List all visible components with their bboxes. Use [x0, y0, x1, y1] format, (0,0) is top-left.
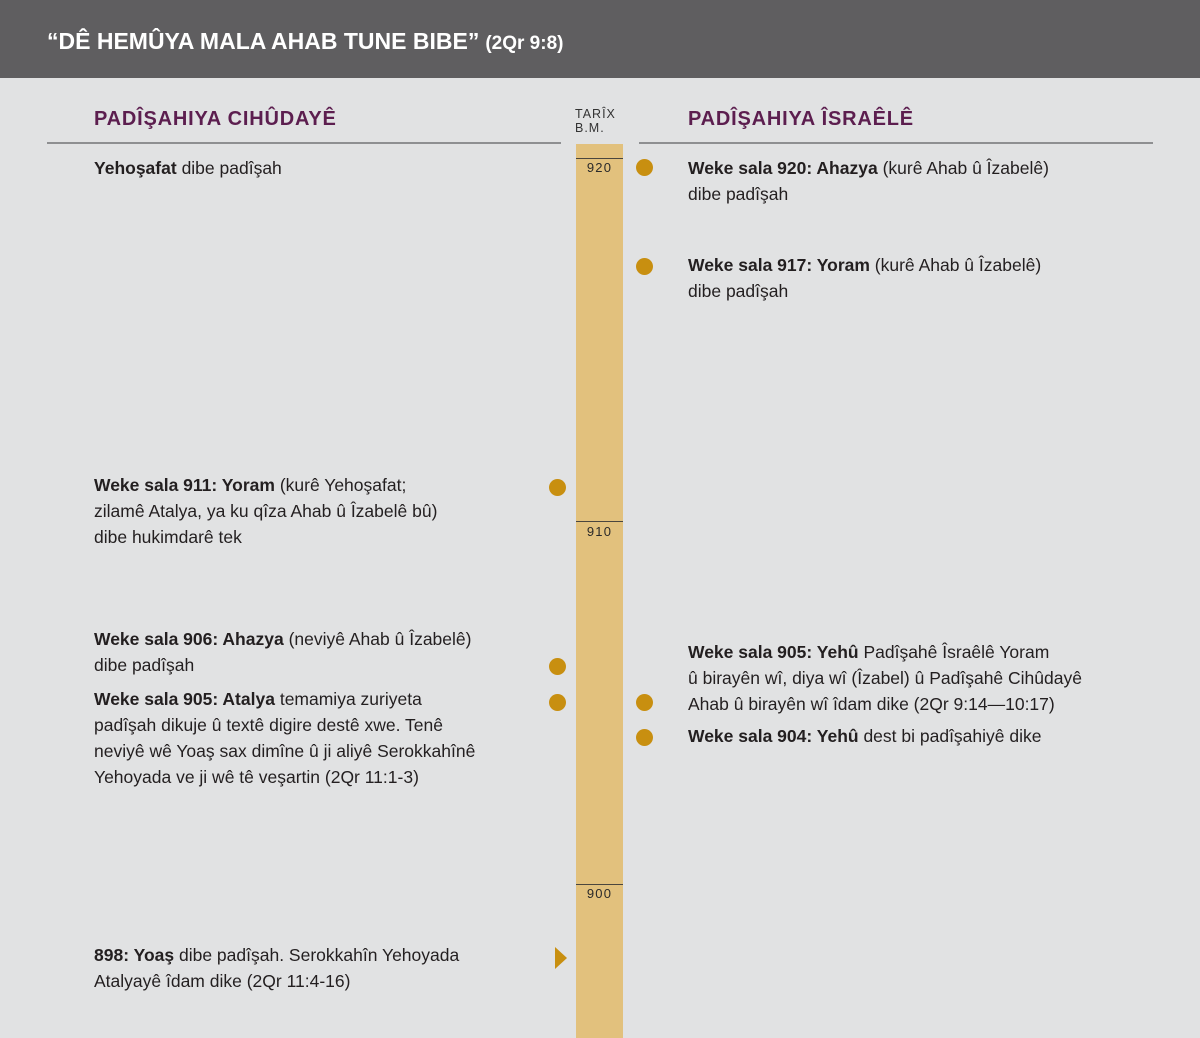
entry-lead: Weke sala 905: Atalya — [94, 689, 275, 709]
judah-marker-dot-911 — [549, 479, 566, 496]
entry-line: dibe hukimdarê tek — [94, 527, 242, 547]
entry-line: dibe padîşah — [688, 184, 789, 204]
entry-lead: Weke sala 920: Ahazya — [688, 158, 878, 178]
entry-lead: Weke sala 904: Yehû — [688, 726, 859, 746]
entry-line — [94, 942, 459, 968]
judah-kingdom-heading: PADÎŞAHIYA CIHÛDAYÊ — [94, 108, 337, 130]
entry-lead: Weke sala 911: Yoram — [94, 475, 275, 495]
entry-text: (kurê Yehoşafat; — [279, 475, 407, 495]
israel-marker-dot-920 — [636, 159, 653, 176]
entry-line — [688, 639, 1082, 665]
entry-line — [94, 626, 471, 652]
entry-text: (kurê Ahab û Îzabelê) — [874, 255, 1042, 275]
entry-text: Padîşahê Îsraêlê Yoram — [863, 642, 1050, 662]
entry-line — [94, 472, 437, 498]
timeline-entry — [94, 155, 282, 181]
scripture-reference: (2Qr 9:8) — [485, 33, 564, 54]
entry-line: dibe padîşah — [94, 655, 195, 675]
entry-text: dest bi padîşahiyê dike — [863, 726, 1042, 746]
entry-line — [688, 155, 1049, 181]
entry-text: (kurê Ahab û Îzabelê) — [882, 158, 1049, 178]
timeline-entry — [688, 252, 1041, 304]
entry-line — [688, 723, 1042, 749]
entry-lead: Yehoşafat — [94, 158, 177, 178]
timeline-entry — [94, 626, 471, 678]
timeline-entry — [688, 155, 1049, 207]
entry-line: neviyê wê Yoaş sax dimîne û ji aliyê Serokkahînê — [94, 741, 476, 761]
entry-lead: 898: Yoaş — [94, 945, 175, 965]
entry-line: û birayên wî, diya wî (Îzabel) û Padîşahê Cihûdayê — [688, 668, 1082, 688]
era-label — [575, 107, 616, 135]
entry-line — [94, 686, 475, 712]
timeline-entry — [688, 723, 1042, 749]
timeline-entry — [94, 686, 475, 790]
judah-marker-dot-905 — [549, 694, 566, 711]
entry-text: dibe padîşah. Serokkahîn Yehoyada — [178, 945, 460, 965]
entry-line: zilamê Atalya, ya ku qîza Ahab û Îzabelê bû) — [94, 501, 438, 521]
israel-marker-dot-905 — [636, 694, 653, 711]
entry-lead: Weke sala 905: Yehû — [688, 642, 859, 662]
timeline-tick-label: 900 — [586, 886, 613, 901]
judah-marker-triangle-icon — [555, 947, 567, 969]
entry-text: dibe padîşah — [181, 158, 282, 178]
timeline-entry — [94, 472, 437, 550]
entry-line: Atalyayê îdam dike (2Qr 11:4-16) — [94, 971, 351, 991]
israel-marker-dot-917 — [636, 258, 653, 275]
diagram-title: “DÊ HEMÛYA MALA AHAB TUNE BIBE” — [47, 28, 480, 54]
era-label-date: TARÎX — [575, 107, 616, 121]
entry-lead: Weke sala 906: Ahazya — [94, 629, 284, 649]
entry-line: dibe padîşah — [688, 281, 789, 301]
entry-text: temamiya zuriyeta — [279, 689, 422, 709]
timeline-entry — [688, 639, 1082, 717]
title-bar — [0, 0, 1200, 78]
timeline-tick-label: 910 — [586, 524, 613, 539]
judah-heading-divider — [47, 142, 561, 144]
israel-marker-dot-904 — [636, 729, 653, 746]
entry-lead: Weke sala 917: Yoram — [688, 255, 870, 275]
timeline-entry — [94, 942, 459, 994]
entry-line — [688, 252, 1041, 278]
israel-heading-divider — [639, 142, 1153, 144]
timeline-tick — [576, 158, 623, 159]
timeline-tick — [576, 521, 623, 522]
timeline-tick-label: 920 — [586, 160, 613, 175]
entry-text: (neviyê Ahab û Îzabelê) — [288, 629, 472, 649]
entry-line — [94, 155, 282, 181]
judah-marker-dot-906 — [549, 658, 566, 675]
era-label-bce: B.M. — [575, 121, 605, 135]
title-block — [47, 0, 563, 86]
israel-kingdom-heading: PADÎŞAHIYA ÎSRAÊLÊ — [688, 108, 914, 130]
entry-line: padîşah dikuje û textê digire destê xwe. Tenê — [94, 715, 443, 735]
timeline-bar — [576, 144, 623, 1038]
entry-line: Yehoyada ve ji wê tê veşartin (2Qr 11:1-3) — [94, 767, 419, 787]
timeline-tick — [576, 884, 623, 885]
entry-line: Ahab û birayên wî îdam dike (2Qr 9:14—10:17) — [688, 694, 1055, 714]
